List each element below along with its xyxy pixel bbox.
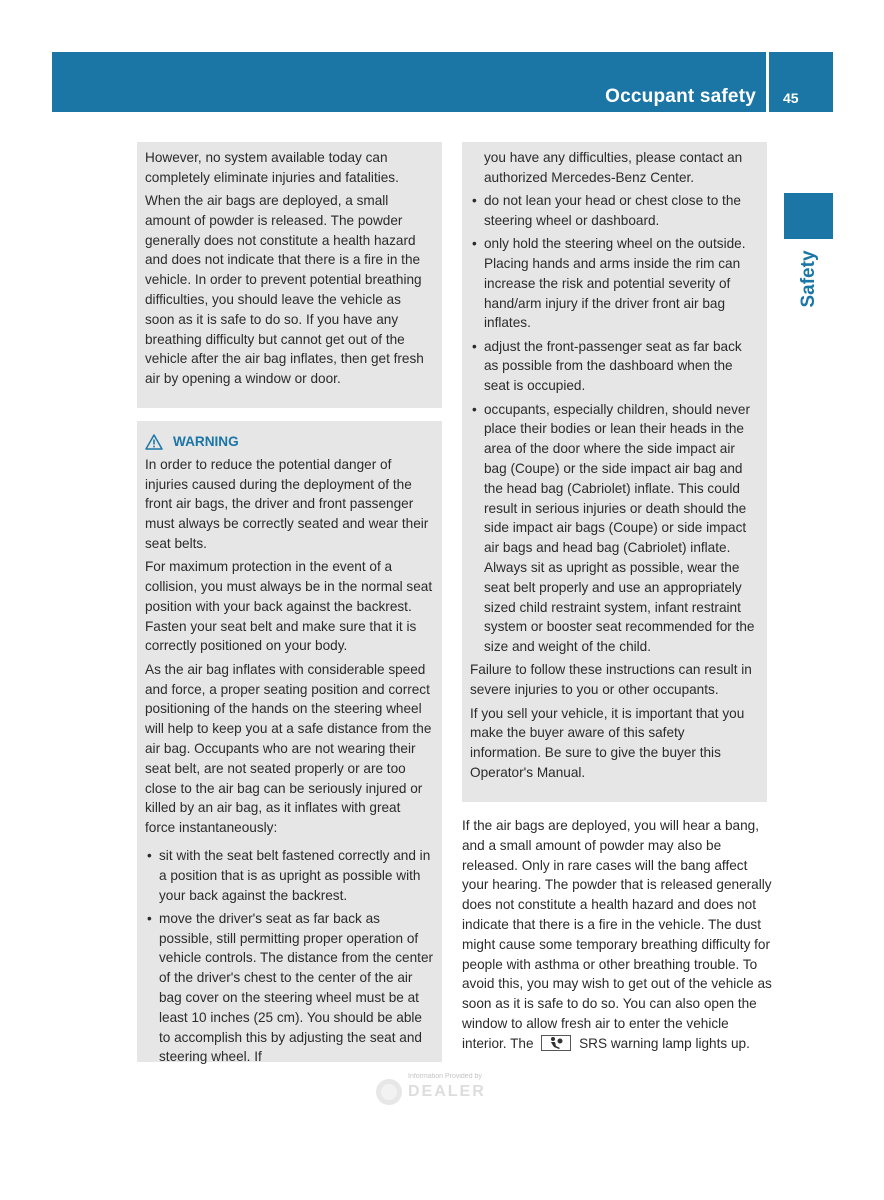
body-text [462, 816, 772, 1054]
bullet-item: • only hold the steering wheel on the outside. Placing hands and arms inside the rim can increase the risk and potential severity of hand/arm injury if the driver front air bag inflates. [470, 234, 759, 333]
body-text-after-icon: SRS warning lamp lights up. [579, 1035, 750, 1051]
side-tab-label [784, 239, 833, 319]
paragraph: When the air bags are deployed, a small amount of powder is released. The powder generally does not constitute a health hazard and does not indicate that there is a fire in the vehicle. In order to prevent potential breathing difficulties, you should leave the vehicle as soon as it is safe to do so. If you have any breathing difficulty but cannot get out of the vehicle after the air bag inflates, then get fresh air by opening a window or door. [145, 193, 424, 387]
paragraph: If you sell your vehicle, it is important that you make the buyer aware of this safety information. Be sure to give the buyer this Operator's Manual. [470, 705, 745, 780]
warning-triangle-icon [145, 434, 163, 450]
header-bar [52, 52, 766, 112]
warning-title: WARNING [173, 434, 239, 449]
body-text-before-icon: If the air bags are deployed, you will hear a bang, and a small amount of powder may also be released. Only in rare cases will the bang affect your hearing. The powder that is released generally does not constitute a health hazard and does not indicate that there is a fire in the vehicle. The dust might cause some temporary breathing difficulty for people with asthma or other breathing trouble. To avoid this, you may wish to get out of the vehicle as soon as it is safe to do so. You can also open the window to allow fresh air to enter the vehicle interior. The [462, 818, 772, 1051]
bullet-item: • move the driver's seat as far back as possible, still permitting proper operation of vehicle controls. The distance from the center of the driver's chest to the center of the air bag cover on the steering wheel must be at least 10 inches (25 cm). You should be able to accomplish this by adjusting the seat and steering wheel. If [145, 909, 434, 1067]
warning-box-continued [462, 142, 767, 802]
paragraph: As the air bag inflates with considerable speed and force, a proper seating position and correct positioning of the hands on the steering wheel will help to keep you at a safe distance from the air bag. Occupants who are not wearing their seat belt, are not seated properly or are too close to the air bag can be seriously injured or killed by an air bag, as it inflates with great force instantaneously: [145, 661, 432, 836]
watermark [372, 1071, 512, 1109]
bullet-item: • occupants, especially children, should never place their bodies or lean their heads in the area of the door where the side impact air bag (Coupe) or the side impact air bag and the head bag (Cabriolet) inflate. This could result in serious injuries or death should the side impact air bags (Coupe) or side impact air bags and head bag (Cabriolet) inflate. Always sit as upright as possible, wear the seat belt properly and use an appropriately sized child restraint system, infant restraint system or booster seat recommended for the size and weight of the child. [470, 400, 759, 657]
srs-airbag-icon [541, 1035, 571, 1051]
page-number-bar [769, 52, 833, 112]
paragraph: However, no system available today can completely eliminate injuries and fatalities. [145, 150, 399, 185]
watermark-logo-icon [374, 1077, 404, 1107]
warning-box [137, 421, 442, 1065]
paragraph: In order to reduce the potential danger of injuries caused during the deployment of the front air bags, the driver and front passenger must always be correctly seated and wear their seat belts. [145, 456, 429, 551]
info-box [137, 142, 442, 408]
watermark-caption: Information Provided by [408, 1073, 482, 1080]
bullet-item: • sit with the seat belt fastened correctly and in a position that is as upright as possible with your back against the backrest. [145, 846, 434, 905]
warning-heading [145, 432, 434, 452]
paragraph: For maximum protection in the event of a collision, you must always be in the normal seat position with your back against the backrest. Fasten your seat belt and make sure that it is correctly positioned on your body. [145, 559, 433, 654]
paragraph [462, 816, 772, 1054]
side-tab-marker [784, 193, 833, 239]
page-number: 45 [783, 90, 799, 106]
section-title: Occupant safety [605, 86, 756, 107]
bullet-item: • adjust the front-passenger seat as far back as possible from the dashboard when the seat is occupied. [470, 337, 759, 396]
bullet-item: • do not lean your head or chest close to the steering wheel or dashboard. [470, 191, 759, 231]
bullet-continuation: you have any difficulties, please contact an authorized Mercedes-Benz Center. [484, 150, 743, 185]
paragraph: Failure to follow these instructions can result in severe injuries to you or other occupants. [470, 662, 752, 698]
side-tab-text: Safety [797, 250, 819, 308]
watermark-brand: DEALER [408, 1083, 486, 1100]
